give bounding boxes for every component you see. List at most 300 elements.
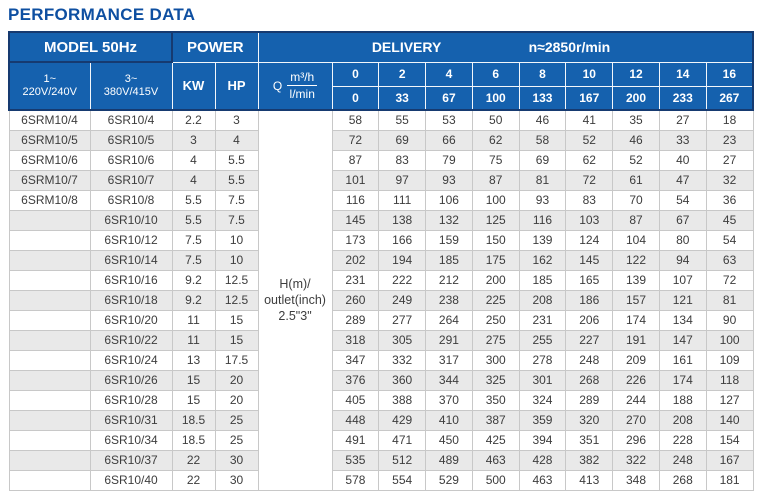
head-value-cell: 166	[379, 230, 426, 250]
head-value-cell: 278	[519, 350, 566, 370]
kw-cell: 7.5	[172, 230, 215, 250]
head-value-cell: 61	[613, 170, 660, 190]
head-value-cell: 348	[613, 470, 660, 490]
head-value-cell: 27	[706, 150, 753, 170]
hp-cell: 4	[215, 130, 258, 150]
three-phase-header	[90, 62, 172, 110]
head-value-cell: 301	[519, 370, 566, 390]
head-outlet-line: outlet(inch)	[264, 293, 326, 308]
head-outlet-line: H(m)/	[279, 277, 311, 292]
head-value-cell: 428	[519, 450, 566, 470]
table-row	[9, 470, 753, 490]
head-value-cell: 181	[706, 470, 753, 490]
three-phase-line2: 380V/415V	[103, 86, 159, 98]
head-value-cell: 425	[472, 430, 519, 450]
q-unit-m3h: m³/h	[287, 70, 317, 86]
model-single-phase-cell	[9, 270, 90, 290]
kw-cell: 7.5	[172, 250, 215, 270]
head-value-cell: 101	[332, 170, 379, 190]
model-single-phase-cell	[9, 410, 90, 430]
head-value-cell: 322	[613, 450, 660, 470]
hp-cell: 10	[215, 230, 258, 250]
model-three-phase-cell: 6SR10/26	[90, 370, 172, 390]
hp-cell: 25	[215, 430, 258, 450]
head-value-cell: 275	[472, 330, 519, 350]
table-header	[9, 32, 753, 110]
flow-header-lmin: 267	[706, 86, 753, 110]
kw-cell: 5.5	[172, 190, 215, 210]
kw-cell: 13	[172, 350, 215, 370]
head-value-cell: 332	[379, 350, 426, 370]
table-row	[9, 310, 753, 330]
head-value-cell: 512	[379, 450, 426, 470]
head-value-cell: 107	[659, 270, 706, 290]
q-unit-lmin: l/min	[289, 87, 315, 102]
head-value-cell: 347	[332, 350, 379, 370]
kw-cell: 4	[172, 150, 215, 170]
head-value-cell: 83	[566, 190, 613, 210]
head-value-cell: 162	[519, 250, 566, 270]
head-value-cell: 206	[566, 310, 613, 330]
model-three-phase-cell: 6SR10/37	[90, 450, 172, 470]
kw-cell: 18.5	[172, 430, 215, 450]
head-value-cell: 471	[379, 430, 426, 450]
model-single-phase-cell	[9, 450, 90, 470]
flow-header-lmin: 167	[566, 86, 613, 110]
head-value-cell: 212	[426, 270, 473, 290]
model-three-phase-cell: 6SR10/24	[90, 350, 172, 370]
model-single-phase-cell	[9, 390, 90, 410]
head-value-cell: 134	[659, 310, 706, 330]
single-phase-line2: 220V/240V	[22, 86, 77, 98]
head-value-cell: 54	[706, 230, 753, 250]
head-value-cell: 87	[613, 210, 660, 230]
head-value-cell: 122	[613, 250, 660, 270]
head-value-cell: 145	[566, 250, 613, 270]
head-value-cell: 118	[706, 370, 753, 390]
model-single-phase-cell: 6SRM10/6	[9, 150, 90, 170]
flow-header-lmin: 33	[379, 86, 426, 110]
model-single-phase-cell	[9, 230, 90, 250]
head-value-cell: 46	[613, 130, 660, 150]
kw-cell: 11	[172, 330, 215, 350]
head-value-cell: 351	[566, 430, 613, 450]
head-value-cell: 529	[426, 470, 473, 490]
head-value-cell: 376	[332, 370, 379, 390]
delivery-label: DELIVERY	[371, 39, 442, 56]
model-single-phase-cell	[9, 370, 90, 390]
model-three-phase-cell: 6SR10/4	[90, 110, 172, 130]
speed-label: n≈2850r/min	[528, 39, 611, 56]
model-three-phase-cell: 6SR10/10	[90, 210, 172, 230]
head-value-cell: 174	[613, 310, 660, 330]
head-value-cell: 448	[332, 410, 379, 430]
performance-table	[8, 31, 754, 491]
head-value-cell: 238	[426, 290, 473, 310]
model-single-phase-cell	[9, 470, 90, 490]
head-value-cell: 250	[472, 310, 519, 330]
head-value-cell: 80	[659, 230, 706, 250]
flow-header-m3h: 2	[379, 62, 426, 86]
head-value-cell: 167	[706, 450, 753, 470]
head-value-cell: 154	[706, 430, 753, 450]
page-title: PERFORMANCE DATA	[8, 5, 196, 24]
hp-cell: 12.5	[215, 290, 258, 310]
flow-header-m3h: 10	[566, 62, 613, 86]
head-value-cell: 255	[519, 330, 566, 350]
model-three-phase-cell: 6SR10/20	[90, 310, 172, 330]
hp-cell: 5.5	[215, 170, 258, 190]
head-value-cell: 58	[332, 110, 379, 130]
head-outlet-line: 2.5"3"	[278, 309, 312, 324]
head-value-cell: 318	[332, 330, 379, 350]
head-value-cell: 185	[519, 270, 566, 290]
kw-cell: 18.5	[172, 410, 215, 430]
head-value-cell: 125	[472, 210, 519, 230]
head-value-cell: 305	[379, 330, 426, 350]
power-group-header: POWER	[172, 32, 258, 62]
head-value-cell: 227	[566, 330, 613, 350]
table-row	[9, 170, 753, 190]
head-value-cell: 23	[706, 130, 753, 150]
head-value-cell: 344	[426, 370, 473, 390]
head-value-cell: 188	[659, 390, 706, 410]
head-outlet-merged-cell	[258, 110, 332, 490]
subheader-row-m3h	[9, 62, 753, 86]
single-phase-line1: 1~	[43, 73, 57, 85]
head-value-cell: 45	[706, 210, 753, 230]
hp-cell: 30	[215, 470, 258, 490]
hp-cell: 7.5	[215, 210, 258, 230]
head-value-cell: 208	[659, 410, 706, 430]
head-value-cell: 578	[332, 470, 379, 490]
head-value-cell: 132	[426, 210, 473, 230]
head-value-cell: 157	[613, 290, 660, 310]
model-three-phase-cell: 6SR10/18	[90, 290, 172, 310]
head-value-cell: 70	[613, 190, 660, 210]
head-value-cell: 35	[613, 110, 660, 130]
head-value-cell: 382	[566, 450, 613, 470]
q-symbol: Q	[272, 78, 283, 93]
group-header-row	[9, 32, 753, 62]
kw-cell: 2.2	[172, 110, 215, 130]
head-value-cell: 103	[566, 210, 613, 230]
q-units-fraction	[287, 70, 317, 101]
model-three-phase-cell: 6SR10/31	[90, 410, 172, 430]
model-three-phase-cell: 6SR10/40	[90, 470, 172, 490]
model-three-phase-cell: 6SR10/7	[90, 170, 172, 190]
model-single-phase-cell	[9, 290, 90, 310]
head-value-cell: 260	[332, 290, 379, 310]
flow-header-m3h: 14	[659, 62, 706, 86]
head-value-cell: 410	[426, 410, 473, 430]
head-value-cell: 289	[566, 390, 613, 410]
head-value-cell: 116	[332, 190, 379, 210]
head-value-cell: 388	[379, 390, 426, 410]
head-value-cell: 268	[566, 370, 613, 390]
head-value-cell: 429	[379, 410, 426, 430]
head-value-cell: 139	[613, 270, 660, 290]
head-value-cell: 370	[426, 390, 473, 410]
model-single-phase-cell: 6SRM10/7	[9, 170, 90, 190]
kw-cell: 11	[172, 310, 215, 330]
head-value-cell: 450	[426, 430, 473, 450]
head-value-cell: 249	[379, 290, 426, 310]
single-phase-header	[9, 62, 90, 110]
head-value-cell: 127	[706, 390, 753, 410]
head-value-cell: 463	[472, 450, 519, 470]
head-value-cell: 121	[659, 290, 706, 310]
table-row	[9, 190, 753, 210]
hp-cell: 20	[215, 370, 258, 390]
head-value-cell: 72	[566, 170, 613, 190]
head-value-cell: 150	[472, 230, 519, 250]
head-value-cell: 325	[472, 370, 519, 390]
hp-cell: 20	[215, 390, 258, 410]
head-value-cell: 81	[519, 170, 566, 190]
head-value-cell: 387	[472, 410, 519, 430]
head-value-cell: 40	[659, 150, 706, 170]
q-header	[258, 62, 332, 110]
head-value-cell: 248	[566, 350, 613, 370]
head-value-cell: 47	[659, 170, 706, 190]
table-row	[9, 250, 753, 270]
head-value-cell: 62	[472, 130, 519, 150]
head-value-cell: 67	[659, 210, 706, 230]
head-value-cell: 228	[659, 430, 706, 450]
head-value-cell: 554	[379, 470, 426, 490]
head-value-cell: 46	[519, 110, 566, 130]
head-value-cell: 53	[426, 110, 473, 130]
model-group-header: MODEL 50Hz	[9, 32, 172, 62]
head-value-cell: 359	[519, 410, 566, 430]
head-value-cell: 489	[426, 450, 473, 470]
hp-header: HP	[215, 62, 258, 110]
table-row	[9, 130, 753, 150]
head-value-cell: 289	[332, 310, 379, 330]
flow-header-lmin: 67	[426, 86, 473, 110]
head-value-cell: 270	[613, 410, 660, 430]
flow-header-m3h: 12	[613, 62, 660, 86]
model-single-phase-cell	[9, 250, 90, 270]
table-row	[9, 270, 753, 290]
kw-cell: 22	[172, 470, 215, 490]
head-value-cell: 174	[659, 370, 706, 390]
hp-cell: 17.5	[215, 350, 258, 370]
head-value-cell: 81	[706, 290, 753, 310]
table-row	[9, 430, 753, 450]
head-value-cell: 32	[706, 170, 753, 190]
head-value-cell: 87	[332, 150, 379, 170]
head-value-cell: 41	[566, 110, 613, 130]
head-value-cell: 33	[659, 130, 706, 150]
kw-header: KW	[172, 62, 215, 110]
head-value-cell: 93	[519, 190, 566, 210]
head-value-cell: 317	[426, 350, 473, 370]
model-three-phase-cell: 6SR10/8	[90, 190, 172, 210]
head-value-cell: 244	[613, 390, 660, 410]
kw-cell: 15	[172, 370, 215, 390]
head-value-cell: 185	[426, 250, 473, 270]
kw-cell: 22	[172, 450, 215, 470]
head-value-cell: 52	[613, 150, 660, 170]
model-three-phase-cell: 6SR10/5	[90, 130, 172, 150]
table-row	[9, 290, 753, 310]
model-three-phase-cell: 6SR10/12	[90, 230, 172, 250]
head-value-cell: 194	[379, 250, 426, 270]
kw-cell: 9.2	[172, 290, 215, 310]
head-value-cell: 50	[472, 110, 519, 130]
table-row	[9, 210, 753, 230]
head-value-cell: 360	[379, 370, 426, 390]
head-value-cell: 138	[379, 210, 426, 230]
flow-header-lmin: 0	[332, 86, 379, 110]
head-value-cell: 27	[659, 110, 706, 130]
head-value-cell: 324	[519, 390, 566, 410]
flow-header-lmin: 233	[659, 86, 706, 110]
model-single-phase-cell: 6SRM10/4	[9, 110, 90, 130]
head-value-cell: 55	[379, 110, 426, 130]
head-value-cell: 62	[566, 150, 613, 170]
head-value-cell: 69	[379, 130, 426, 150]
head-value-cell: 463	[519, 470, 566, 490]
table-row	[9, 150, 753, 170]
head-value-cell: 231	[332, 270, 379, 290]
head-value-cell: 66	[426, 130, 473, 150]
three-phase-line1: 3~	[124, 73, 138, 85]
model-three-phase-cell: 6SR10/22	[90, 330, 172, 350]
kw-cell: 5.5	[172, 210, 215, 230]
head-value-cell: 231	[519, 310, 566, 330]
head-value-cell: 225	[472, 290, 519, 310]
model-single-phase-cell	[9, 210, 90, 230]
head-value-cell: 100	[706, 330, 753, 350]
head-value-cell: 165	[566, 270, 613, 290]
table-row	[9, 390, 753, 410]
kw-cell: 4	[172, 170, 215, 190]
head-value-cell: 75	[472, 150, 519, 170]
model-three-phase-cell: 6SR10/14	[90, 250, 172, 270]
flow-header-m3h: 0	[332, 62, 379, 86]
head-value-cell: 248	[659, 450, 706, 470]
flow-header-lmin: 100	[472, 86, 519, 110]
head-value-cell: 97	[379, 170, 426, 190]
head-value-cell: 296	[613, 430, 660, 450]
head-value-cell: 18	[706, 110, 753, 130]
model-single-phase-cell	[9, 350, 90, 370]
head-value-cell: 264	[426, 310, 473, 330]
head-value-cell: 186	[566, 290, 613, 310]
hp-cell: 30	[215, 450, 258, 470]
head-value-cell: 535	[332, 450, 379, 470]
head-value-cell: 222	[379, 270, 426, 290]
flow-header-m3h: 4	[426, 62, 473, 86]
flow-header-m3h: 8	[519, 62, 566, 86]
hp-cell: 5.5	[215, 150, 258, 170]
head-value-cell: 72	[706, 270, 753, 290]
model-three-phase-cell: 6SR10/6	[90, 150, 172, 170]
head-value-cell: 69	[519, 150, 566, 170]
table-body	[9, 110, 753, 490]
head-value-cell: 208	[519, 290, 566, 310]
delivery-group-header	[258, 32, 753, 62]
head-value-cell: 58	[519, 130, 566, 150]
table-row	[9, 110, 753, 130]
head-value-cell: 145	[332, 210, 379, 230]
head-value-cell: 139	[519, 230, 566, 250]
kw-cell: 3	[172, 130, 215, 150]
flow-header-lmin: 200	[613, 86, 660, 110]
head-value-cell: 93	[426, 170, 473, 190]
head-value-cell: 111	[379, 190, 426, 210]
hp-cell: 7.5	[215, 190, 258, 210]
head-value-cell: 54	[659, 190, 706, 210]
hp-cell: 10	[215, 250, 258, 270]
head-value-cell: 52	[566, 130, 613, 150]
head-value-cell: 79	[426, 150, 473, 170]
table-row	[9, 450, 753, 470]
head-value-cell: 500	[472, 470, 519, 490]
flow-header-lmin: 133	[519, 86, 566, 110]
model-single-phase-cell	[9, 310, 90, 330]
head-value-cell: 268	[659, 470, 706, 490]
head-value-cell: 116	[519, 210, 566, 230]
flow-header-m3h: 16	[706, 62, 753, 86]
head-value-cell: 94	[659, 250, 706, 270]
head-value-cell: 140	[706, 410, 753, 430]
model-three-phase-cell: 6SR10/28	[90, 390, 172, 410]
head-value-cell: 173	[332, 230, 379, 250]
hp-cell: 15	[215, 330, 258, 350]
head-value-cell: 36	[706, 190, 753, 210]
model-single-phase-cell	[9, 430, 90, 450]
kw-cell: 15	[172, 390, 215, 410]
head-value-cell: 175	[472, 250, 519, 270]
head-value-cell: 124	[566, 230, 613, 250]
model-single-phase-cell: 6SRM10/8	[9, 190, 90, 210]
head-value-cell: 320	[566, 410, 613, 430]
head-value-cell: 191	[613, 330, 660, 350]
head-value-cell: 72	[332, 130, 379, 150]
head-value-cell: 226	[613, 370, 660, 390]
head-value-cell: 405	[332, 390, 379, 410]
head-value-cell: 209	[613, 350, 660, 370]
head-value-cell: 202	[332, 250, 379, 270]
table-row	[9, 350, 753, 370]
model-three-phase-cell: 6SR10/16	[90, 270, 172, 290]
hp-cell: 15	[215, 310, 258, 330]
table-row	[9, 230, 753, 250]
flow-header-m3h: 6	[472, 62, 519, 86]
hp-cell: 25	[215, 410, 258, 430]
table-row	[9, 330, 753, 350]
head-value-cell: 83	[379, 150, 426, 170]
head-value-cell: 491	[332, 430, 379, 450]
head-value-cell: 161	[659, 350, 706, 370]
head-value-cell: 63	[706, 250, 753, 270]
head-value-cell: 147	[659, 330, 706, 350]
head-value-cell: 109	[706, 350, 753, 370]
head-value-cell: 100	[472, 190, 519, 210]
hp-cell: 3	[215, 110, 258, 130]
table-row	[9, 410, 753, 430]
head-value-cell: 90	[706, 310, 753, 330]
head-value-cell: 106	[426, 190, 473, 210]
kw-cell: 9.2	[172, 270, 215, 290]
model-single-phase-cell: 6SRM10/5	[9, 130, 90, 150]
head-value-cell: 291	[426, 330, 473, 350]
head-value-cell: 350	[472, 390, 519, 410]
